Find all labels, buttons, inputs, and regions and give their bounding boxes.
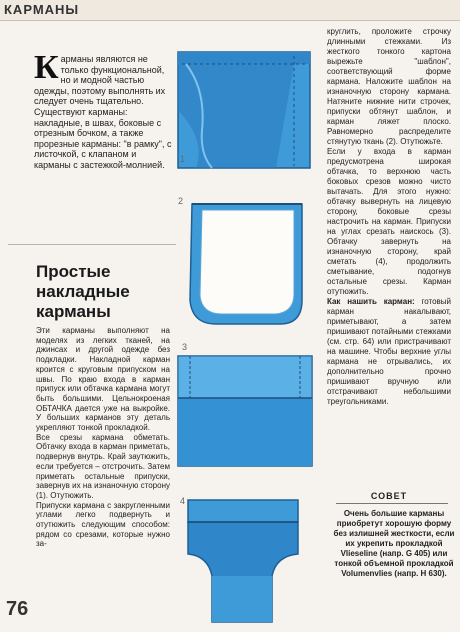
figure-label: 1 <box>180 154 186 164</box>
paragraph-body: готовый карман накалывают, приметывают, а затем пришивают потайными стежками (см. стр. 64) или пристрачивают на машине. Чтобы верхние углы кармана не отрывались, их дополнительно прочно пришивают вручную или отстрачивают небольшими треугольниками. <box>327 297 451 406</box>
figure-label: 4 <box>180 496 186 506</box>
paragraph: Если у входа в карман предусмотрена широкая обтачка, то верхнюю часть боковых срезов можно чисто вытачать. Для этого нужно: обтачку вывернуть на лицевую сторону, боковые срезы настрочить на карман. Припуски на углах срезать наискось (3). Обтачку завернуть на изнаночную сторону, край сметать (4), продолжить сметывание, подогнув остальные срезы. Карман отутюжить. <box>327 147 451 296</box>
figure-2 <box>176 196 316 332</box>
figure-1 <box>176 50 316 172</box>
paragraph <box>327 297 451 407</box>
paragraph: круглить, проложите строчку длинными стежками. Из жесткого тонкого картона вырежьте "шаблон", соответствующий форме кармана. Наложите шаблон на изнаночную сторону кармана. Натяните нижние нити строчек, припуски обтянут шаблон, и карман ляжет плоско. Равномерно распределите стянутую ткань (2). Отутюжьте. <box>327 27 451 146</box>
pocket-illustration-3 <box>176 342 316 470</box>
figure-4 <box>176 494 316 626</box>
pocket-illustration-4 <box>176 494 316 626</box>
figure-3 <box>176 342 316 470</box>
pocket-illustration-1 <box>176 50 316 172</box>
section-divider <box>8 244 176 245</box>
intro-text: арманы являются не только функциональной, но и модной частью одежды, поэтому выполнять их следует очень тщательно. Существуют карманы: накладные, в швах, боковые с отрезным бочком, а также прорезные карманы: "в рамку", с листочкой, с клапаном и карманы с застежкой-молнией. <box>34 54 172 170</box>
figure-label: 2 <box>178 196 184 206</box>
column-left <box>36 326 170 549</box>
page-title: КАРМАНЫ <box>4 2 80 17</box>
pocket-illustration-2 <box>176 196 316 332</box>
page-number: 76 <box>6 598 29 620</box>
drop-cap: К <box>34 49 59 86</box>
paragraph: Эти карманы выполняют на моделях из легких тканей, на джинсах и другой одежде без подкладки. Накладной карман кроится с круговым припуском на швы. По краю входа в карман припуск или обтачка кармана могут быть большими. Цельнокроеная ОБТАЧКА дается уже на выкройке. У больших карманов эту деталь укрепляют тонкой прокладкой. <box>36 326 170 433</box>
paragraph-lead: Как нашить карман: <box>327 297 415 306</box>
advice-text: Очень большие карманы приобретут хорошую форму без излишней жесткости, если их укрепить прокладкой Vlieseline (напр. G 405) или тонкой объемной прокладкой Volumenvlies (напр. H 630). <box>333 509 455 578</box>
section-heading: Простые накладные карманы <box>36 262 130 321</box>
column-right <box>327 27 451 407</box>
paragraph: Все срезы кармана обметать. Обтачку входа в карман приметать, подвернув внутрь. Край заутюжить, если требуется – отстрочить. Затем приметать остальные припуски, завернув их на изнаночную сторону (1). Отутюжить. <box>36 432 170 500</box>
intro-text-block <box>34 49 172 171</box>
paragraph: Припуски кармана с закругленными углами легко подвернуть и отутюжить следующим способом: рядом со срезами, которые нужно за- <box>36 500 170 549</box>
advice-title: СОВЕТ <box>370 491 408 501</box>
advice-divider <box>336 503 448 504</box>
figure-label: 3 <box>182 342 188 352</box>
